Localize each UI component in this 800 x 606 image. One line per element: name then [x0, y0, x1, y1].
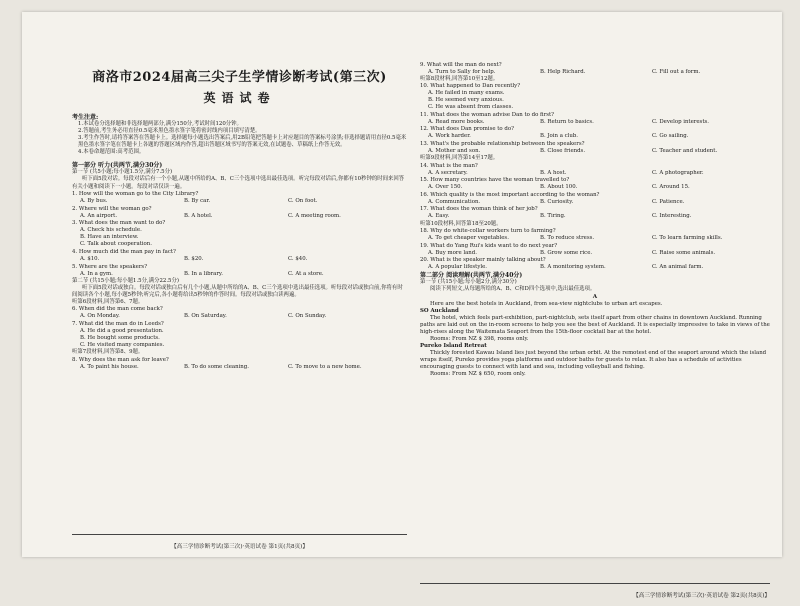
- question-5: 5. Where are the speakers?: [72, 263, 148, 270]
- set6-intro: 听第6段材料,回答第6、7题。: [72, 298, 144, 305]
- part1-heading: 第一部分 听力(共两节,满分30分): [72, 162, 163, 170]
- notice-heading: 考生注意:: [72, 114, 99, 122]
- option-a: A. Over 150.: [428, 184, 463, 191]
- option-b: B. To reduce stress.: [540, 235, 595, 242]
- notice-item: 3.考生作答时,请将答案答在答题卡上。选择题每小题选出答案后,用2B铅笔把答题卡上对应题目的答案标号涂黑;非选择题请用直径0.5毫米黑色墨水签字笔在答题卡上各题的答题区域内作答,超出答题区域书写的答案无效,在试题卷、草稿纸上作答无效。: [78, 135, 407, 149]
- option-b: B. Join a club.: [540, 133, 579, 140]
- question-8-options: [72, 364, 407, 371]
- question-15-options: [420, 184, 770, 191]
- question-14: 14. What is the man?: [420, 162, 478, 169]
- exam-title: 商洛市2024届高三尖子生学情诊断考试(第三次): [92, 70, 387, 85]
- option-a: A. Communication.: [428, 198, 481, 205]
- option-b: B. Have an interview.: [80, 234, 139, 241]
- part2-heading: 第二部分 阅读理解(共两节,满分40分): [420, 272, 523, 280]
- question-17: 17. What does the woman think of her job?: [420, 206, 538, 213]
- option-a: A. Work harder.: [428, 133, 471, 140]
- question-7: 7. What did the man do in Leeds?: [72, 320, 164, 327]
- section2-instructions: 听下面5段对话或独白。每段对话或独白后有几个小题,从题中所给的A、B、C三个选项中选出最佳选项。听每段对话或独白前,你将有时间阅读各个小题,每小题5秒钟;听完后,各小题将给出5秒钟的作答时间。每段对话或独白读两遍。: [72, 284, 403, 298]
- option-b: B. A hotel.: [184, 212, 213, 219]
- option-b: B. About 100.: [540, 184, 578, 191]
- option-c: C. Interesting.: [652, 213, 692, 220]
- question-18: 18. Why do white-collar workers turn to farming?: [420, 228, 556, 235]
- option-b: B. A host.: [540, 169, 567, 176]
- option-a: A. Turn to Sally for help.: [428, 68, 496, 75]
- question-2-options: [72, 213, 407, 220]
- question-19-options: [420, 250, 770, 257]
- question-6-options: [72, 313, 407, 320]
- part2-section1-instructions: 阅读下列短文,从每题所给的A、B、C和D四个选项中,选出最佳选项。: [430, 286, 596, 293]
- set9-intro: 听第9段材料,回答第14至17题。: [420, 155, 499, 162]
- question-1-options: [72, 198, 407, 205]
- hotel-2-rooms: Rooms: From NZ $ 650, room only.: [430, 371, 526, 378]
- question-16: 16. Which quality is the most important according to the woman?: [420, 191, 600, 198]
- question-12-options: [420, 133, 770, 140]
- question-4: 4. How much did the man pay in fact?: [72, 248, 176, 255]
- exam-sheet: [22, 12, 782, 599]
- option-c: C. Teacher and student.: [652, 148, 718, 155]
- question-20-options: [420, 264, 770, 271]
- option-b: B. Tiring.: [540, 213, 566, 220]
- option-b: B. $20.: [184, 255, 204, 262]
- option-b: B. He seemed very anxious.: [428, 97, 504, 104]
- question-15: 15. How many countries have the woman travelled to?: [420, 177, 570, 184]
- option-b: B. Curiosity.: [540, 198, 574, 205]
- option-b: B. He bought some products.: [80, 335, 160, 341]
- option-a: A. On Monday.: [80, 313, 120, 320]
- option-a: A. To paint his house.: [80, 363, 139, 370]
- option-b: B. Close friends.: [540, 148, 586, 155]
- option-a: A. $10.: [80, 255, 100, 262]
- option-c: C. $40.: [288, 255, 308, 262]
- question-3: 3. What does the man want to do?: [72, 220, 166, 227]
- hotel-1-name: SO Auckland: [420, 307, 459, 314]
- notice-item: 2.答题前,考生务必用直径0.5毫米黑色墨水签字笔将密封线内项目填写清楚。: [78, 128, 261, 135]
- option-a: A. By bus.: [80, 198, 108, 205]
- question-16-options: [420, 199, 770, 206]
- option-c: C. Talk about cooperation.: [80, 241, 152, 248]
- option-c: C. An animal farm.: [652, 264, 704, 271]
- option-a: A. A secretary.: [428, 169, 468, 176]
- question-17-options: [420, 213, 770, 220]
- option-b: B. On Saturday.: [184, 313, 227, 320]
- option-a: A. He did a good presentation.: [80, 327, 164, 334]
- question-5-options: [72, 271, 407, 278]
- question-10: 10. What happened to Dan recently?: [420, 83, 521, 90]
- set10-intro: 听第10段材料,回答第18至20题。: [420, 220, 502, 227]
- option-c: C. Raise some animals.: [652, 249, 716, 256]
- question-12: 12. What does Dan promise to do?: [420, 126, 514, 133]
- hotel-1-description: The hotel, which feels part-exhibition, part-nightclub, sets itself apart from other chains in downtown Auckland. Running paths are laid out on the in-room screens to help you see the best of Auckland. It is especially impressive to take in views of the high-rises along the Waitemata Seaport from the 15th-floor cocktail bar at the hotel.: [420, 314, 770, 335]
- option-a: A. In a gym.: [80, 270, 113, 277]
- option-a: A. A popular lifestyle.: [428, 264, 488, 271]
- option-c: C. Go sailing.: [652, 133, 689, 140]
- right-column: [420, 12, 770, 606]
- section1-heading: 第一节 (共5小题;每小题1.5分,满分7.5分): [72, 169, 173, 176]
- notice-item: 4.本卷命题范围:高考范围。: [78, 149, 145, 156]
- option-b: B. In a library.: [184, 270, 223, 277]
- option-a: A. To get cheaper vegetables.: [428, 235, 509, 242]
- option-c: C. To learn farming skills.: [652, 235, 723, 242]
- question-8: 8. Why does the man ask for leave?: [72, 356, 169, 363]
- option-b: B. Grow some rice.: [540, 249, 593, 256]
- option-c: C. A photographer.: [652, 169, 704, 176]
- hotel-2-name: Pureko Island Retreat: [420, 342, 487, 349]
- set8-intro: 听第8段材料,回答第10至12题。: [420, 75, 499, 82]
- page-footer-right: 【高三学情诊断考试(第三次)·英语试卷 第2页(共8页)】: [633, 592, 770, 599]
- question-19: 19. What do Yang Rui's kids want to do next year?: [420, 242, 558, 249]
- question-20: 20. What is the speaker mainly talking about?: [420, 257, 546, 264]
- left-column: [72, 12, 407, 557]
- option-c: C. On Sunday.: [288, 313, 327, 320]
- option-c: C. At a store.: [288, 270, 324, 277]
- option-a: A. Mother and son.: [428, 148, 481, 155]
- question-14-options: [420, 170, 770, 177]
- question-1: 1. How will the woman go to the City Library?: [72, 191, 199, 198]
- page-footer-left: 【高三学情诊断考试(第三次)·英语试卷 第1页(共8页)】: [171, 543, 308, 550]
- option-a: A. Buy more land.: [428, 249, 477, 256]
- part2-section1-heading: 第一节 (共15小题;每小题2分,满分30分): [420, 279, 517, 286]
- option-a: A. He failed in many exams.: [428, 90, 505, 97]
- option-b: B. A monitoring system.: [540, 264, 606, 271]
- question-2: 2. Where will the woman go?: [72, 205, 152, 212]
- option-c: C. A meeting room.: [288, 212, 341, 219]
- option-c: C. Fill out a form.: [652, 68, 701, 75]
- passage-letter: A: [592, 293, 598, 300]
- question-11: 11. What does the woman advise Dan to do first?: [420, 111, 555, 118]
- question-4-options: [72, 256, 407, 263]
- option-c: C. On foot.: [288, 198, 318, 205]
- option-c: C. To move to a new home.: [288, 363, 362, 370]
- option-a: A. An airport.: [80, 212, 118, 219]
- option-c: C. Develop interests.: [652, 118, 709, 125]
- question-9: 9. What will the man do next?: [420, 61, 502, 68]
- passage-intro: Here are the best hotels in Auckland, from sea-view nightclubs to urban art escapes.: [430, 300, 663, 307]
- notice-item: 1.本试卷分选择题和非选择题两部分,满分150分,考试时间120分钟。: [78, 121, 242, 128]
- option-b: B. By car.: [184, 198, 211, 205]
- option-c: C. Around 15.: [652, 184, 690, 191]
- section2-heading: 第二节 (共15小题;每小题1.5分,满分22.5分): [72, 277, 179, 284]
- section1-instructions: 听下面5段对话。每段对话后有一个小题,从题中所给的A、B、C三个选项中选出最佳选项。听完每段对话后,你都有10秒钟的时间来回答有关小题和阅读下一小题。每段对话仅读一遍。: [72, 176, 405, 190]
- option-c: C. Patience.: [652, 198, 685, 205]
- option-c: C. He was absent from classes.: [428, 104, 514, 111]
- set7-intro: 听第7段材料,回答第8、9题。: [72, 349, 144, 356]
- option-b: B. To do some cleaning.: [184, 363, 249, 370]
- option-c: C. He visited many companies.: [80, 342, 165, 349]
- question-6: 6. When did the man come back?: [72, 306, 163, 313]
- question-9-options: [420, 69, 770, 76]
- option-a: A. Read more books.: [428, 118, 485, 125]
- question-13: 13. What's the probable relationship between the speakers?: [420, 141, 585, 148]
- exam-subtitle: 英语试卷: [203, 91, 276, 106]
- footer-divider: [420, 583, 770, 584]
- option-b: B. Help Richard.: [540, 68, 586, 75]
- option-a: A. Check his schedule.: [80, 227, 142, 234]
- option-a: A. Easy.: [428, 213, 450, 220]
- question-18-options: [420, 235, 770, 242]
- option-b: B. Return to basics.: [540, 118, 594, 125]
- footer-divider: [72, 534, 407, 535]
- question-11-options: [420, 119, 770, 126]
- hotel-2-description: Thickly forested Kawau Island lies just beyond the urban orbit. At the remotest end of the seaport around which the island wraps itself, Pureko provides yoga platforms and outdoor baths for guests to relax. It also has a schedule of activities encouraging guests to connect with land and sea, including volleyball and fishing.: [420, 349, 767, 370]
- hotel-1-rooms: Rooms: From NZ $ 398, rooms only.: [430, 335, 529, 342]
